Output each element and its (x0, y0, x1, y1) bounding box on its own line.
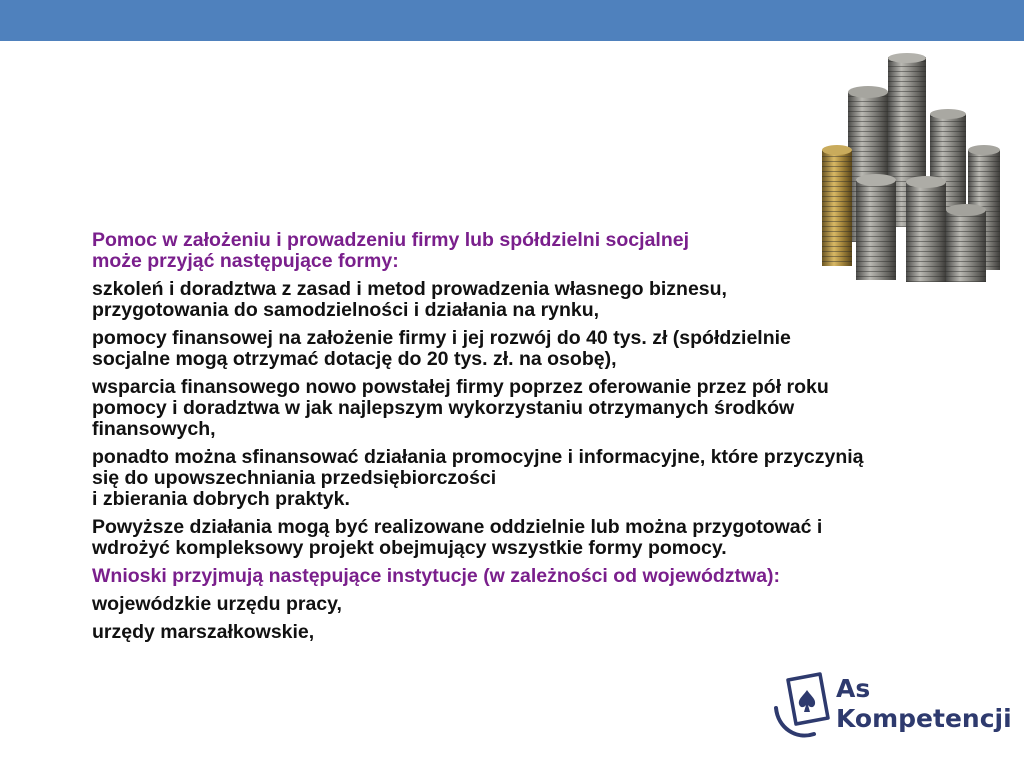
card-spade-logo-icon (770, 672, 832, 742)
paragraph-marshal-offices: urzędy marszałkowskie, (92, 621, 315, 643)
paragraph-institutions-heading: Wnioski przyjmują następujące instytucje (w zależności od województwa): (92, 565, 781, 587)
paragraph-labour-offices: wojewódzkie urzędu pracy, (92, 593, 342, 615)
paragraph-promotion: ponadto można sfinansować działania promocyjne i informacyjne, które przyczynią się do upowszechniania przedsiębiorczości i zbierania dobrych praktyk. (92, 446, 864, 510)
logo-text-line1: As (836, 674, 871, 703)
logo-text-line2: Kompetencji (836, 704, 1012, 733)
paragraph-support: wsparcia finansowego nowo powstałej firmy poprzez oferowanie przez pół roku pomocy i doradztwa w jak najlepszym wykorzystaniu otrzymanych środków finansowych, (92, 376, 829, 440)
paragraph-intro: Pomoc w założeniu i prowadzeniu firmy lub spółdzielni socjalnej może przyjąć następujące formy: (92, 229, 690, 272)
paragraph-training: szkoleń i doradztwa z zasad i metod prowadzenia własnego biznesu, przygotowania do samodzielności i działania na rynku, (92, 278, 727, 321)
as-kompetencji-logo (770, 672, 1012, 744)
paragraph-financial-aid: pomocy finansowej na założenie firmy i jej rozwój do 40 tys. zł (spółdzielnie socjalne mogą otrzymać dotację do 20 tys. zł. na osobę), (92, 327, 791, 370)
paragraph-project: Powyższe działania mogą być realizowane oddzielnie lub można przygotować i wdrożyć kompleksowy projekt obejmujący wszystkie formy pomocy. (92, 516, 823, 559)
top-bar (0, 0, 1024, 41)
slide-body (92, 230, 997, 650)
